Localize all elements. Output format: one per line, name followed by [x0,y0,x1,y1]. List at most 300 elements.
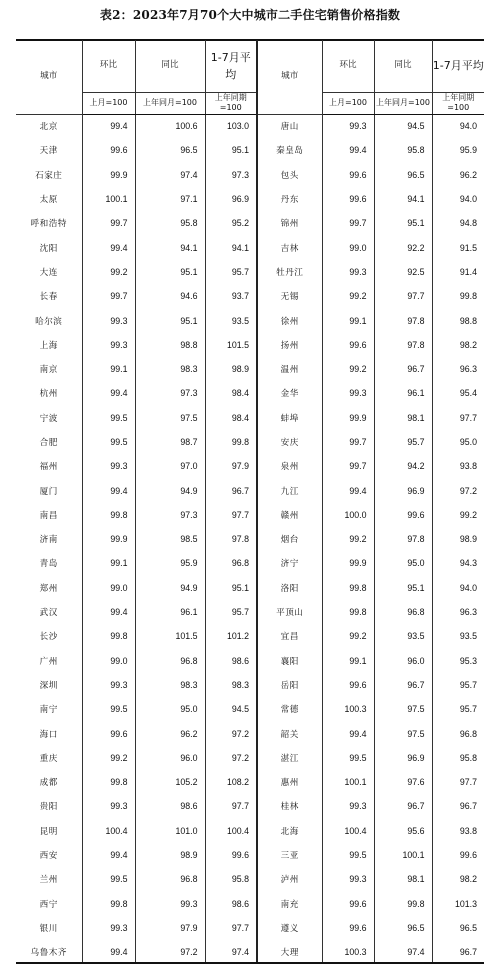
yoy-cell-right: 99.6 [374,503,432,527]
city-cell-right: 秦皇岛 [257,138,322,162]
ytd-cell-left: 97.7 [205,794,257,818]
city-cell-left: 长沙 [39,632,58,643]
table-row [16,211,484,235]
yoy-cell-right: 100.1 [374,843,432,867]
mom-cell-left: 99.5 [82,697,135,721]
yoy-cell-left: 98.3 [135,673,205,697]
header-yoy-right: 同比 [374,40,432,92]
city-cell-left: 石家庄 [35,170,63,181]
city-cell-right: 扬州 [257,333,322,357]
mom-cell-left: 99.0 [82,649,135,673]
ytd-cell-right: 97.7 [432,770,484,794]
yoy-cell-right: 97.6 [374,770,432,794]
header-base-row [16,92,484,114]
city-cell-right: 襄阳 [257,649,322,673]
mom-cell-right: 99.3 [322,794,374,818]
city-cell-left: 太原 [39,195,58,206]
city-cell-left: 兰州 [39,875,58,886]
ytd-cell-right: 94.3 [432,551,484,575]
city-cell-left: 青岛 [39,559,58,570]
yoy-cell-left: 96.2 [135,721,205,745]
yoy-cell-right: 99.8 [374,892,432,916]
city-cell-right: 宜昌 [257,624,322,648]
header-city-right: 城市 [257,40,322,114]
ytd-cell-right: 96.2 [432,163,484,187]
mom-cell-left: 99.3 [82,673,135,697]
table-row [16,746,484,770]
city-cell-left: 宁波 [39,413,58,424]
ytd-cell-right: 95.0 [432,430,484,454]
mom-cell-right: 99.3 [322,260,374,284]
yoy-cell-right: 95.0 [374,551,432,575]
mom-cell-right: 99.9 [322,551,374,575]
mom-cell-left: 99.4 [82,843,135,867]
ytd-cell-right: 96.5 [432,916,484,940]
mom-cell-left: 99.4 [82,381,135,405]
ytd-cell-left: 103.0 [205,114,257,138]
city-cell-left: 贵阳 [39,802,58,813]
ytd-cell-right: 95.4 [432,381,484,405]
ytd-cell-left: 95.7 [205,600,257,624]
price-index-table [16,40,484,964]
city-cell-left: 福州 [39,462,58,473]
mom-cell-left: 99.7 [82,211,135,235]
table-row [16,478,484,502]
mom-cell-left: 99.4 [82,235,135,259]
city-cell-left: 深圳 [39,680,58,691]
city-cell-right: 锦州 [257,211,322,235]
table-row [16,163,484,187]
ytd-cell-right: 97.7 [432,406,484,430]
table-row [16,673,484,697]
table-row [16,819,484,843]
ytd-cell-right: 98.8 [432,308,484,332]
city-cell-left: 长春 [39,292,58,303]
city-cell-left: 沈阳 [39,243,58,254]
table-row [16,333,484,357]
mom-cell-right: 99.1 [322,308,374,332]
city-cell-left: 昆明 [39,826,58,837]
header-ytd-base-left: 上年同期=100 [205,92,257,114]
table-body [16,114,484,964]
city-cell-right: 温州 [257,357,322,381]
ytd-cell-left: 108.2 [205,770,257,794]
table-row [16,697,484,721]
yoy-cell-right: 95.1 [374,576,432,600]
ytd-cell-left: 93.7 [205,284,257,308]
yoy-cell-left: 96.0 [135,746,205,770]
yoy-cell-left: 94.6 [135,284,205,308]
ytd-cell-left: 99.6 [205,843,257,867]
yoy-cell-left: 98.8 [135,333,205,357]
ytd-cell-right: 94.0 [432,576,484,600]
header-row [16,40,484,92]
mom-cell-right: 99.6 [322,333,374,357]
city-cell-left: 南京 [39,365,58,376]
yoy-cell-right: 96.1 [374,381,432,405]
city-cell-right: 常德 [257,697,322,721]
city-cell-left: 西安 [39,851,58,862]
ytd-cell-left: 101.5 [205,333,257,357]
city-cell-left: 大连 [39,267,58,278]
yoy-cell-left: 98.3 [135,357,205,381]
mom-cell-left: 99.8 [82,892,135,916]
yoy-cell-left: 97.4 [135,163,205,187]
table-row [16,551,484,575]
ytd-cell-left: 101.2 [205,624,257,648]
header-ytd-base-right: 上年同期=100 [432,92,484,114]
yoy-cell-left: 97.5 [135,406,205,430]
mom-cell-right: 99.4 [322,478,374,502]
ytd-cell-right: 95.3 [432,649,484,673]
ytd-cell-left: 98.9 [205,357,257,381]
ytd-cell-right: 99.8 [432,284,484,308]
city-cell-right: 韶关 [257,721,322,745]
mom-cell-left: 99.5 [82,867,135,891]
ytd-cell-left: 95.2 [205,211,257,235]
city-cell-right: 牡丹江 [257,260,322,284]
city-cell-left: 杭州 [39,389,58,400]
mom-cell-right: 99.0 [322,235,374,259]
mom-cell-left: 99.9 [82,163,135,187]
ytd-cell-right: 96.7 [432,794,484,818]
ytd-cell-left: 97.4 [205,940,257,964]
ytd-cell-right: 93.8 [432,819,484,843]
mom-cell-left: 99.6 [82,138,135,162]
mom-cell-right: 99.3 [322,867,374,891]
city-cell-left: 厦门 [39,486,58,497]
ytd-cell-left: 95.1 [205,138,257,162]
mom-cell-left: 99.4 [82,478,135,502]
mom-cell-left: 99.5 [82,430,135,454]
mom-cell-right: 99.7 [322,454,374,478]
table-row [16,940,484,964]
yoy-cell-left: 96.8 [135,649,205,673]
city-cell-right: 丹东 [257,187,322,211]
city-cell-left: 哈尔滨 [35,316,63,327]
ytd-cell-right: 95.9 [432,138,484,162]
yoy-cell-left: 95.1 [135,260,205,284]
table-row [16,187,484,211]
mom-cell-right: 99.8 [322,576,374,600]
mom-cell-right: 99.1 [322,649,374,673]
ytd-cell-left: 95.7 [205,260,257,284]
yoy-cell-right: 98.1 [374,867,432,891]
ytd-cell-right: 98.2 [432,867,484,891]
city-cell-right: 金华 [257,381,322,405]
table-row [16,527,484,551]
mom-cell-left: 99.0 [82,576,135,600]
mom-cell-left: 99.3 [82,794,135,818]
table-row [16,867,484,891]
yoy-cell-right: 97.5 [374,721,432,745]
yoy-cell-left: 96.5 [135,138,205,162]
city-cell-right: 无锡 [257,284,322,308]
ytd-cell-right: 94.0 [432,187,484,211]
city-cell-right: 泉州 [257,454,322,478]
city-cell-left: 乌鲁木齐 [30,948,67,959]
mom-cell-right: 99.6 [322,673,374,697]
table-row [16,430,484,454]
header-yoy-left: 同比 [135,40,205,92]
mom-cell-left: 100.4 [82,819,135,843]
header-ytd-right: 1-7月平均 [432,40,484,92]
table-row [16,721,484,745]
ytd-cell-right: 98.9 [432,527,484,551]
mom-cell-left: 99.1 [82,357,135,381]
city-cell-right: 惠州 [257,770,322,794]
mom-cell-left: 99.8 [82,624,135,648]
yoy-cell-left: 97.0 [135,454,205,478]
ytd-cell-right: 91.5 [432,235,484,259]
city-cell-right: 九江 [257,478,322,502]
ytd-cell-left: 97.7 [205,916,257,940]
mom-cell-right: 99.2 [322,624,374,648]
ytd-cell-right: 93.5 [432,624,484,648]
city-cell-right: 济宁 [257,551,322,575]
mom-cell-right: 99.7 [322,430,374,454]
yoy-cell-right: 96.0 [374,649,432,673]
city-cell-right: 泸州 [257,867,322,891]
table-row [16,284,484,308]
mom-cell-right: 100.1 [322,770,374,794]
ytd-cell-left: 98.6 [205,892,257,916]
city-cell-left: 南宁 [39,705,58,716]
yoy-cell-left: 94.9 [135,576,205,600]
mom-cell-right: 99.8 [322,600,374,624]
yoy-cell-left: 97.2 [135,940,205,964]
ytd-cell-right: 98.2 [432,333,484,357]
yoy-cell-right: 95.8 [374,138,432,162]
mom-cell-left: 99.4 [82,114,135,138]
yoy-cell-left: 97.3 [135,503,205,527]
yoy-cell-left: 96.1 [135,600,205,624]
header-mom-right: 环比 [322,40,374,92]
city-cell-right: 徐州 [257,308,322,332]
table-title: 表2：2023年7月70个大中城市二手住宅销售价格指数 [99,8,401,22]
table-row [16,235,484,259]
city-cell-left: 郑州 [39,583,58,594]
mom-cell-right: 99.2 [322,527,374,551]
city-cell-left: 广州 [39,656,58,667]
city-cell-left: 呼和浩特 [30,219,67,230]
mom-cell-right: 99.4 [322,138,374,162]
city-cell-right: 遵义 [257,916,322,940]
city-cell-left: 海口 [39,729,58,740]
yoy-cell-right: 95.7 [374,430,432,454]
yoy-cell-left: 98.9 [135,843,205,867]
ytd-cell-left: 96.9 [205,187,257,211]
city-cell-left: 北京 [39,122,58,133]
ytd-cell-left: 98.3 [205,673,257,697]
table-row [16,406,484,430]
yoy-cell-left: 98.5 [135,527,205,551]
city-cell-left: 武汉 [39,608,58,619]
city-cell-right: 岳阳 [257,673,322,697]
mom-cell-left: 99.3 [82,333,135,357]
yoy-cell-right: 94.5 [374,114,432,138]
city-cell-right: 烟台 [257,527,322,551]
mom-cell-left: 99.8 [82,503,135,527]
ytd-cell-right: 97.2 [432,478,484,502]
city-cell-right: 赣州 [257,503,322,527]
yoy-cell-right: 92.2 [374,235,432,259]
header-ytd-left: 1-7月平均 [205,40,257,92]
city-cell-right: 洛阳 [257,576,322,600]
ytd-cell-left: 93.5 [205,308,257,332]
header-yoy-base-right: 上年同月=100 [374,92,432,114]
table-row [16,503,484,527]
header-city-left: 城市 [16,40,82,114]
ytd-cell-left: 94.1 [205,235,257,259]
mom-cell-right: 99.6 [322,187,374,211]
ytd-cell-right: 93.8 [432,454,484,478]
city-cell-left: 济南 [39,535,58,546]
mom-cell-left: 100.1 [82,187,135,211]
table-row [16,138,484,162]
ytd-cell-right: 96.8 [432,721,484,745]
yoy-cell-right: 92.5 [374,260,432,284]
mom-cell-left: 99.4 [82,940,135,964]
yoy-cell-left: 98.7 [135,430,205,454]
header-mom-base-left: 上月=100 [82,92,135,114]
table-row [16,794,484,818]
ytd-cell-left: 97.2 [205,746,257,770]
mom-cell-right: 99.6 [322,916,374,940]
yoy-cell-left: 97.3 [135,381,205,405]
city-cell-left: 银川 [39,923,58,934]
yoy-cell-left: 99.3 [135,892,205,916]
table-row [16,649,484,673]
city-cell-right: 桂林 [257,794,322,818]
ytd-cell-right: 99.2 [432,503,484,527]
city-cell-left: 合肥 [39,438,58,448]
table-row [16,308,484,332]
mom-cell-left: 99.3 [82,454,135,478]
table-row [16,843,484,867]
yoy-cell-left: 95.9 [135,551,205,575]
city-cell-left: 成都 [39,778,58,789]
yoy-cell-left: 95.1 [135,308,205,332]
yoy-cell-right: 96.7 [374,673,432,697]
city-cell-right: 北海 [257,819,322,843]
yoy-cell-left: 101.0 [135,819,205,843]
ytd-cell-right: 95.7 [432,673,484,697]
header-yoy-base-left: 上年同月=100 [135,92,205,114]
ytd-cell-left: 99.8 [205,430,257,454]
yoy-cell-right: 96.7 [374,794,432,818]
yoy-cell-right: 95.6 [374,819,432,843]
ytd-cell-left: 98.6 [205,649,257,673]
mom-cell-left: 99.9 [82,527,135,551]
yoy-cell-right: 93.5 [374,624,432,648]
ytd-cell-right: 95.7 [432,697,484,721]
ytd-cell-right: 96.3 [432,600,484,624]
yoy-cell-right: 96.8 [374,600,432,624]
table-row [16,916,484,940]
mom-cell-right: 99.6 [322,892,374,916]
mom-cell-right: 100.3 [322,940,374,964]
table-row [16,260,484,284]
mom-cell-left: 99.7 [82,284,135,308]
table-row [16,454,484,478]
yoy-cell-right: 96.9 [374,746,432,770]
ytd-cell-right: 94.0 [432,114,484,138]
table-row [16,357,484,381]
table-row [16,576,484,600]
table-row [16,114,484,138]
city-cell-right: 三亚 [257,843,322,867]
ytd-cell-right: 96.7 [432,940,484,964]
city-cell-right: 湛江 [257,746,322,770]
yoy-cell-left: 97.9 [135,916,205,940]
city-cell-right: 蚌埠 [257,406,322,430]
mom-cell-right: 99.2 [322,357,374,381]
mom-cell-left: 99.2 [82,746,135,770]
header-mom-base-right: 上月=100 [322,92,374,114]
yoy-cell-right: 95.1 [374,211,432,235]
city-cell-left: 天津 [39,146,58,157]
yoy-cell-right: 96.5 [374,163,432,187]
mom-cell-right: 99.2 [322,284,374,308]
yoy-cell-right: 96.9 [374,478,432,502]
mom-cell-right: 99.9 [322,406,374,430]
yoy-cell-right: 96.5 [374,916,432,940]
ytd-cell-left: 98.4 [205,406,257,430]
yoy-cell-left: 105.2 [135,770,205,794]
ytd-cell-right: 91.4 [432,260,484,284]
yoy-cell-left: 98.6 [135,794,205,818]
city-cell-right: 安庆 [257,430,322,454]
yoy-cell-left: 94.9 [135,478,205,502]
yoy-cell-right: 97.4 [374,940,432,964]
ytd-cell-left: 95.1 [205,576,257,600]
ytd-cell-left: 96.8 [205,551,257,575]
mom-cell-right: 100.3 [322,697,374,721]
mom-cell-left: 99.3 [82,308,135,332]
yoy-cell-left: 100.6 [135,114,205,138]
mom-cell-left: 99.4 [82,600,135,624]
city-cell-right: 吉林 [257,235,322,259]
ytd-cell-right: 95.8 [432,746,484,770]
ytd-cell-left: 97.9 [205,454,257,478]
mom-cell-right: 100.0 [322,503,374,527]
ytd-cell-right: 101.3 [432,892,484,916]
ytd-cell-left: 95.8 [205,867,257,891]
yoy-cell-right: 97.8 [374,308,432,332]
ytd-cell-left: 97.3 [205,163,257,187]
ytd-cell-left: 98.4 [205,381,257,405]
yoy-cell-left: 97.1 [135,187,205,211]
yoy-cell-right: 97.5 [374,697,432,721]
ytd-cell-left: 100.4 [205,819,257,843]
city-cell-left: 上海 [39,340,58,351]
yoy-cell-left: 101.5 [135,624,205,648]
city-cell-right: 包头 [257,163,322,187]
city-cell-right: 平顶山 [257,600,322,624]
ytd-cell-right: 96.3 [432,357,484,381]
yoy-cell-right: 96.7 [374,357,432,381]
mom-cell-right: 99.5 [322,746,374,770]
table-row [16,770,484,794]
ytd-cell-left: 96.7 [205,478,257,502]
header-mom-left: 环比 [82,40,135,92]
mom-cell-right: 100.4 [322,819,374,843]
table-row [16,892,484,916]
yoy-cell-left: 95.8 [135,211,205,235]
mom-cell-right: 99.3 [322,114,374,138]
ytd-cell-right: 99.6 [432,843,484,867]
